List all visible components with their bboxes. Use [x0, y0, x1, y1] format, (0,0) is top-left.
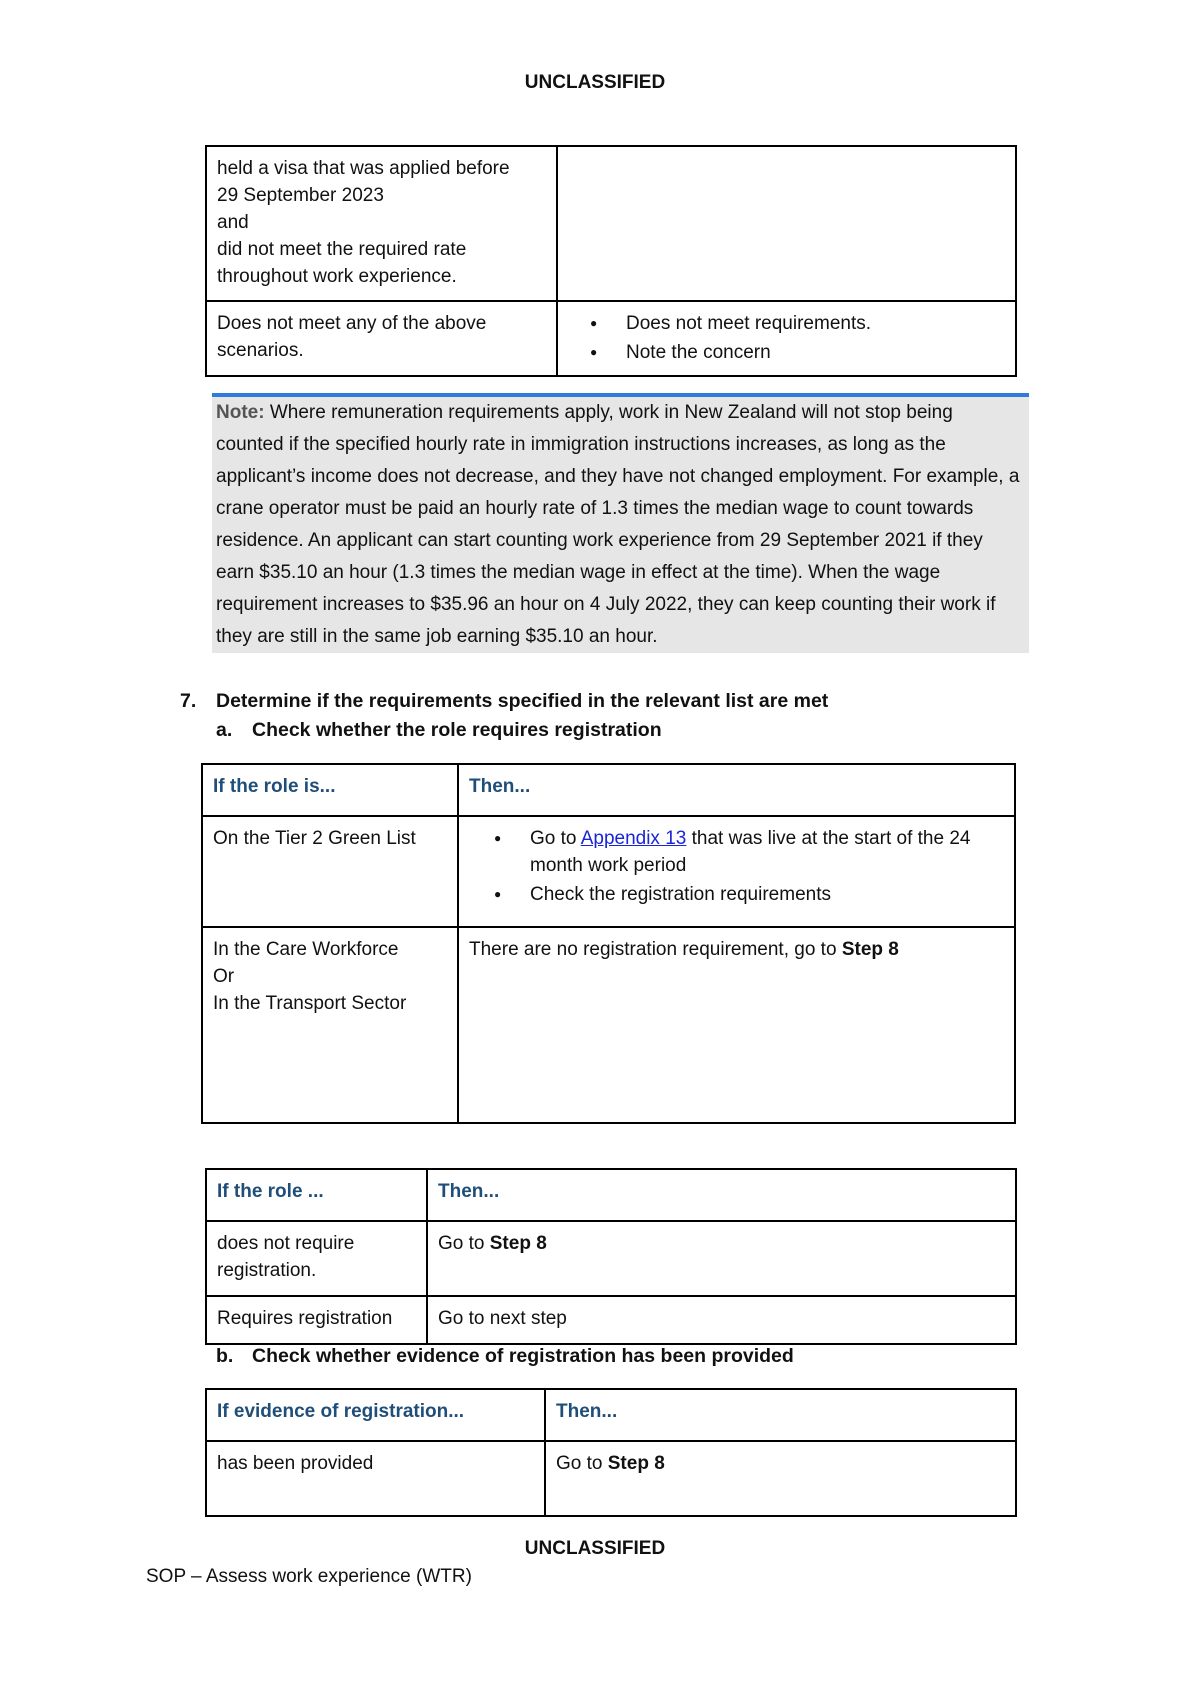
column-header: If evidence of registration...	[206, 1389, 545, 1441]
table-cell	[557, 301, 1016, 376]
table-cell	[206, 301, 557, 376]
column-header: Then...	[458, 764, 1015, 816]
step-reference: Step 8	[841, 939, 899, 960]
cell-line: scenarios.	[217, 340, 304, 361]
step-reference: Step 8	[607, 1453, 665, 1474]
table-cell	[557, 146, 1016, 301]
cell-line: registration.	[217, 1260, 317, 1281]
cell-line: does not require	[217, 1233, 355, 1254]
substep-b-title: Check whether evidence of registration has been provided	[252, 1345, 794, 1367]
substep-a-title: Check whether the role requires registration	[252, 719, 662, 741]
substep-a-letter: a.	[216, 719, 233, 741]
bullet-list	[494, 825, 1004, 908]
table-cell	[458, 816, 1015, 927]
note-label: Note:	[216, 402, 265, 423]
table-cell: Go to next step	[427, 1296, 1016, 1344]
table-cell	[202, 927, 458, 1123]
text: There are no registration requirement, go to	[469, 939, 842, 960]
text: Go to	[438, 1233, 490, 1254]
document-title-footer: SOP – Assess work experience (WTR)	[146, 1566, 472, 1587]
list-item	[518, 825, 1004, 879]
table-cell: has been provided	[206, 1441, 545, 1516]
cell-line: and	[217, 212, 249, 233]
list-item: ● Note the concern	[614, 339, 1005, 366]
step-title: Determine if the requirements specified in the relevant list are met	[216, 690, 829, 712]
remuneration-table-continued	[205, 145, 1017, 377]
cell-line: In the Transport Sector	[213, 993, 407, 1014]
table-cell: On the Tier 2 Green List	[202, 816, 458, 927]
registration-decision-table	[205, 1168, 1017, 1345]
column-header: Then...	[545, 1389, 1016, 1441]
appendix-13-link[interactable]: Appendix 13	[580, 828, 687, 849]
column-header: Then...	[427, 1169, 1016, 1221]
note-text: Where remuneration requirements apply, work in New Zealand will not stop being counted if the specified hourly rate in immigration instructions increases, as long as the applicant’s income does not decrease, and they have not changed employment. For example, a crane operator must be paid an hourly rate of 1.3 times the median wage to count towards residence. An applicant can start counting work experience from 29 September 2021 if they earn $35.10 an hour (1.3 times the median wage in effect at the time). When the wage requirement increases to $35.96 an hour on 4 July 2022, they can keep counting their work if they are still in the same job earning $35.10 an hour.	[216, 402, 1020, 647]
column-header: If the role ...	[206, 1169, 427, 1221]
cell-line: Does not meet any of the above	[217, 313, 487, 334]
step-reference: Step 8	[489, 1233, 547, 1254]
bullet-list	[590, 310, 1005, 366]
text: Go to	[530, 828, 581, 849]
text: Go to	[556, 1453, 608, 1474]
registration-role-table	[201, 763, 1016, 1124]
note-box	[212, 393, 1029, 653]
table-cell	[458, 927, 1015, 1123]
cell-line: throughout work experience.	[217, 266, 457, 287]
evidence-table	[205, 1388, 1017, 1517]
table-cell	[545, 1441, 1016, 1516]
list-item: ● Does not meet requirements.	[614, 310, 1005, 337]
cell-line: held a visa that was applied before	[217, 158, 510, 179]
classification-header: UNCLASSIFIED	[524, 72, 666, 93]
table-cell	[206, 1221, 427, 1296]
column-header: If the role is...	[202, 764, 458, 816]
text: that was live at the start of the 24 month work period	[530, 828, 971, 876]
table-cell: Requires registration	[206, 1296, 427, 1344]
list-item: ● Check the registration requirements	[518, 881, 1004, 908]
table-cell	[427, 1221, 1016, 1296]
step-number: 7.	[180, 690, 197, 712]
classification-footer: UNCLASSIFIED	[524, 1538, 666, 1559]
cell-line: Or	[213, 966, 235, 987]
table-cell	[206, 146, 557, 301]
substep-b-letter: b.	[216, 1345, 234, 1367]
cell-line: In the Care Workforce	[213, 939, 399, 960]
cell-line: did not meet the required rate	[217, 239, 467, 260]
cell-line: 29 September 2023	[217, 185, 384, 206]
